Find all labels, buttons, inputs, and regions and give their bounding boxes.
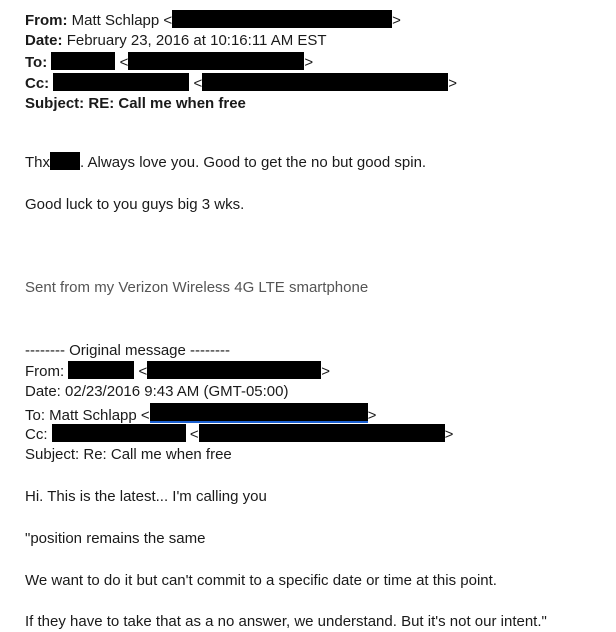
- angle-open: <: [193, 75, 203, 92]
- angle-open: <: [119, 54, 129, 71]
- redacted-email: [172, 10, 392, 28]
- angle-close: >: [392, 12, 401, 29]
- angle-close: >: [304, 54, 314, 71]
- angle-open: <: [163, 12, 173, 29]
- redacted-cc-name: [53, 73, 189, 91]
- original-body-line-1: Hi. This is the latest... I'm calling you: [25, 488, 267, 505]
- reply-subject-line: [25, 94, 246, 114]
- original-date-line: Date: 02/23/2016 9:43 AM (GMT-05:00): [25, 383, 289, 400]
- subject-value: RE: Call me when free: [88, 95, 246, 112]
- angle-open: <: [189, 426, 199, 443]
- reply-body-line-2: Good luck to you guys big 3 wks.: [25, 196, 245, 213]
- date-value: February 23, 2016 at 10:16:11 AM EST: [66, 32, 327, 49]
- redacted-cc-email: [202, 73, 448, 91]
- to-label: To:: [25, 54, 48, 71]
- from-name: Matt Schlapp: [71, 12, 160, 29]
- original-subject-line: Subject: Re: Call me when free: [25, 446, 232, 463]
- original-cc-line: [25, 424, 453, 444]
- reply-date-line: [25, 31, 327, 51]
- original-separator: -------- Original message --------: [25, 342, 230, 359]
- angle-close: >: [367, 407, 377, 424]
- subject-label: Subject:: [25, 95, 85, 112]
- reply-body-line-1: [25, 152, 426, 172]
- reply-from-line: [25, 10, 401, 30]
- body-thx: Thx: [25, 154, 51, 171]
- original-to-line: [25, 403, 376, 423]
- orig-from-label: From:: [25, 363, 65, 380]
- angle-close: >: [444, 426, 454, 443]
- redacted-cc-email: [199, 424, 445, 442]
- original-body-line-2: "position remains the same: [25, 530, 206, 547]
- angle-close: >: [321, 363, 331, 380]
- cc-label: Cc:: [25, 75, 50, 92]
- original-from-line: [25, 361, 330, 381]
- from-label: From:: [25, 12, 68, 29]
- redacted-from-name: [68, 361, 134, 379]
- redacted-name: [50, 152, 80, 170]
- redacted-to-name: [51, 52, 115, 70]
- angle-open: <: [140, 407, 150, 424]
- body-line1-rest: . Always love you. Good to get the no but good spin.: [80, 154, 427, 171]
- angle-close: >: [448, 75, 458, 92]
- signature: Sent from my Verizon Wireless 4G LTE smartphone: [25, 279, 369, 296]
- orig-to-label: To: Matt Schlapp: [25, 407, 137, 424]
- orig-cc-label: Cc:: [25, 426, 48, 443]
- date-label: Date:: [25, 32, 63, 49]
- redacted-from-email: [147, 361, 321, 379]
- angle-open: <: [138, 363, 148, 380]
- redacted-to-email: [128, 52, 304, 70]
- original-body-line-4: If they have to take that as a no answer, we understand. But it's not our intent.": [25, 613, 547, 630]
- redacted-cc-name: [52, 424, 186, 442]
- redacted-email-link[interactable]: [150, 403, 368, 423]
- reply-cc-line: [25, 73, 457, 93]
- original-body-line-3: We want to do it but can't commit to a specific date or time at this point.: [25, 572, 497, 589]
- reply-to-line: [25, 52, 313, 72]
